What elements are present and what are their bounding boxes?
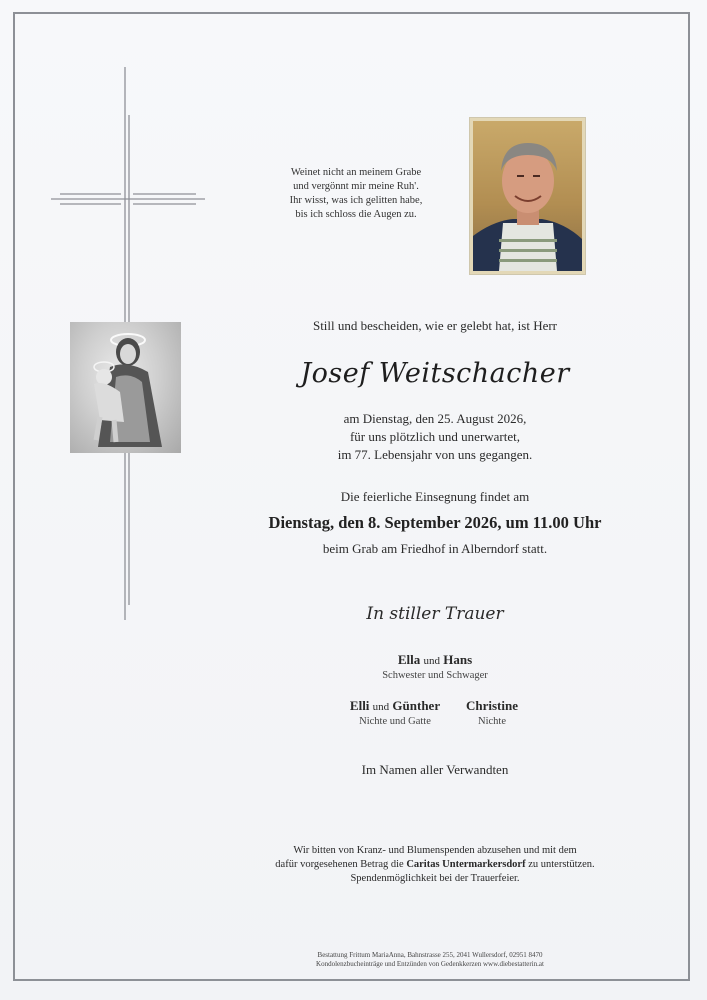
poem-line: Ihr wisst, was ich gelitten habe,: [289, 195, 423, 206]
poem-line: Weinet nicht an meinem Grabe: [290, 167, 422, 178]
death-line: im 77. Lebensjahr von uns gegangen.: [337, 447, 533, 462]
ceremony-intro: Die feierliche Einsegnung findet am: [340, 489, 530, 504]
charity-name: Caritas Untermarkersdorf: [406, 859, 526, 870]
ceremony-date: Dienstag, den 8. September 2026, um 11.00 Uhr: [268, 513, 602, 532]
death-notice: [250, 410, 620, 464]
request-line: dafür vorgesehenen Betrag die Caritas Untermarkersdorf zu unterstützen.: [275, 859, 595, 870]
mourner-relation: Nichte: [478, 716, 506, 727]
poem: [256, 166, 456, 222]
mourner-name: Elli: [349, 698, 370, 713]
death-line: für uns plötzlich und unerwartet,: [349, 429, 521, 444]
portrait-photo: [469, 117, 586, 275]
mourner-name: Günther: [392, 698, 441, 713]
mourner-name: Ella: [397, 652, 421, 667]
madonna-and-child-image: [70, 322, 181, 453]
mourning-heading: In stiller Trauer: [366, 604, 504, 624]
footer-line: Bestattung Frittum MariaAnna, Bahnstrasse 255, 2041 Wullersdorf, 02951 8470: [317, 951, 543, 959]
mourner-name: Christine: [466, 698, 518, 713]
footer: [200, 951, 660, 969]
mourner-conjunction: und: [423, 655, 440, 667]
intro-text: Still und bescheiden, wie er gelebt hat, ist Herr: [312, 318, 558, 333]
request-line: Wir bitten von Kranz- und Blumenspenden abzusehen und mit dem: [293, 845, 577, 856]
mourner-conjunction: und: [372, 701, 390, 713]
relatives-line: Im Namen aller Verwandten: [361, 762, 509, 777]
mourner-elli-guenther: [330, 698, 460, 727]
death-line: am Dienstag, den 25. August 2026,: [343, 411, 527, 426]
donation-request: [235, 844, 635, 886]
mourner-ella-hans: [335, 652, 535, 681]
mourner-name: Hans: [443, 652, 473, 667]
poem-line: bis ich schloss die Augen zu.: [295, 209, 417, 220]
mourner-relation: Schwester und Schwager: [382, 670, 488, 681]
deceased-name: Josef Weitschacher: [300, 358, 570, 389]
mourner-relation: Nichte und Gatte: [359, 716, 431, 727]
ceremony-place: beim Grab am Friedhof in Alberndorf statt.: [322, 541, 548, 556]
mourner-christine: [452, 698, 532, 727]
request-line: Spendenmöglichkeit bei der Trauerfeier.: [350, 873, 520, 884]
footer-line: Kondolenzbucheinträge und Entzünden von Gedenkkerzen www.diebestatterin.at: [316, 960, 544, 968]
poem-line: und vergönnt mir meine Ruh'.: [293, 181, 419, 192]
